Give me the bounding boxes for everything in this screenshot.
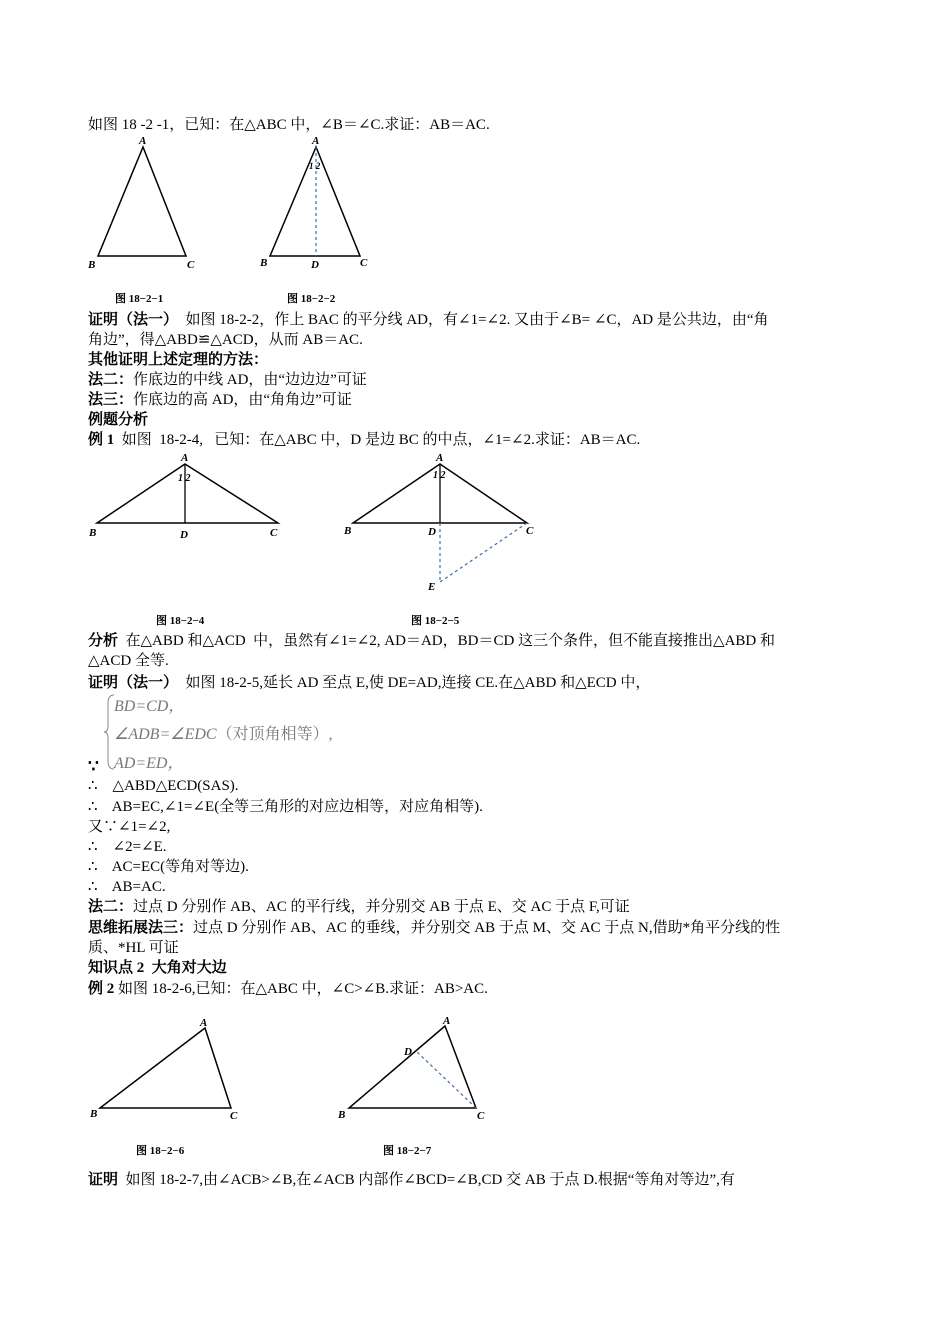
example2-label: 例 2 [88, 981, 115, 997]
label-b: B [338, 1109, 346, 1121]
figure-18-2-4 [88, 452, 303, 632]
extension-line2: 质、*HL 可证 [88, 940, 179, 956]
system-row-2 [114, 721, 333, 744]
caption-18-2-1: 图 18−2−1 [115, 293, 164, 305]
system-row-3: AD=ED， [114, 755, 184, 772]
label-c: C [270, 527, 278, 539]
proof1-label: 证明（法一） [88, 312, 179, 328]
label-d: D [428, 526, 436, 538]
label-b: B [90, 1108, 98, 1120]
system-row-1: BD=CD， [114, 698, 185, 715]
method3-line [88, 390, 878, 410]
triangle-abc [100, 1028, 231, 1108]
angle-1-2: 1 2 [309, 161, 321, 171]
proof3-text: 如图 18-2-7,由∠ACB>∠B,在∠ACB 内部作∠BCD=∠B,CD 交 AB 于点 D.根据“等角对等边”,有 [118, 1172, 735, 1188]
extension-text1: 过点 D 分别作 AB、AC 的垂线，并分别交 AB 于点 M、交 AC 于点 N,借助*角平分线的性 [193, 920, 781, 936]
analysis-line2: △ACD 全等. [88, 653, 169, 669]
proof3-label: 证明 [88, 1172, 119, 1188]
proof2-line [88, 673, 878, 693]
step-2: ∴ AB=EC,∠1=∠E(全等三角形的对应边相等，对应角相等). [88, 799, 483, 815]
triangle-abc [349, 1026, 476, 1108]
proof2-label: 证明（法一） [88, 675, 179, 691]
system-row-2-note: （对顶角相等）, [216, 726, 333, 743]
example1-text: 如图 18-2-4, 已知：在△ABC 中，D 是边 BC 的中点，∠1=∠2.求证：AB＝AC. [114, 432, 641, 448]
label-c: C [526, 525, 534, 537]
other-methods-title: 其他证明上述定理的方法： [88, 352, 269, 368]
method3-label: 法三： [88, 392, 134, 408]
label-b: B [89, 527, 97, 539]
label-a: A [200, 1017, 208, 1029]
analysis-line1 [88, 631, 878, 651]
extension-line1 [88, 918, 878, 938]
segment-cd [416, 1051, 476, 1108]
label-d: D [404, 1046, 412, 1058]
angle-1-2: 1 2 [433, 470, 446, 481]
caption-18-2-5: 图 18−2−5 [411, 615, 460, 627]
proof2-text: 如图 18-2-5,延长 AD 至点 E,使 DE=AD,连接 CE.在△ABD 和△ECD 中， [178, 675, 651, 691]
caption-18-2-7: 图 18−2−7 [383, 1145, 432, 1157]
label-e: E [428, 581, 436, 593]
triangle-abc [98, 147, 186, 256]
analysis-label: 分析 [88, 633, 119, 649]
figure-18-2-5 [340, 452, 560, 632]
proof1-line2: 角边”，得△ABD≌△ACD，从而 AB＝AC. [88, 332, 363, 348]
system-row-2-eq: ∠ADB=∠EDC [114, 726, 217, 743]
example2-text: 如图 18-2-6,已知：在△ABC 中，∠C>∠B.求证：AB>AC. [114, 981, 488, 997]
figure-18-2-1 [85, 134, 215, 309]
example1-label: 例 1 [88, 432, 115, 448]
method3-text: 作底边的高 AD，由“角角边”可证 [133, 392, 352, 408]
caption-18-2-6: 图 18−2−6 [136, 1145, 185, 1157]
label-c: C [187, 259, 195, 271]
analysis-text1: 在△ABD 和△ACD 中，虽然有∠1=∠2, AD＝AD，BD＝CD 这三个条件，但不能直接推出△ABD 和 [118, 633, 775, 649]
label-b: B [260, 257, 268, 269]
because-symbol: ∵ [88, 757, 99, 776]
label-a: A [443, 1015, 451, 1027]
method2b-label: 法二： [88, 899, 134, 915]
figure-18-2-6 [88, 1012, 258, 1162]
step-3: 又∵∠1=∠2, [88, 819, 171, 835]
segment-ce [440, 523, 527, 582]
label-d: D [311, 259, 319, 271]
example2-line [88, 979, 878, 999]
label-c: C [230, 1110, 238, 1122]
intro-text: 如图 18 -2 -1，已知：在△ABC 中，∠B＝∠C.求证：AB＝AC. [88, 117, 490, 133]
method2-text: 作底边的中线 AD，由“边边边”可证 [133, 372, 367, 388]
method2b-text: 过点 D 分别作 AB、AC 的平行线，并分别交 AB 于点 E、交 AC 于点 F,可证 [133, 899, 630, 915]
kp2-title: 知识点 2 大角对大边 [88, 960, 227, 976]
label-a: A [312, 135, 320, 147]
figure-18-2-7 [335, 1012, 505, 1162]
proof1-text1: 如图 18-2-2，作上 BAC 的平分线 AD，有∠1=∠2. 又由于∠B= ∠C，AD 是公共边，由“角 [178, 312, 769, 328]
label-b: B [88, 259, 96, 271]
label-a: A [139, 135, 147, 147]
angle-1-2: 1 2 [178, 473, 191, 484]
step-5: ∴ AC=EC(等角对等边). [88, 859, 249, 875]
label-c: C [360, 257, 368, 269]
step-6: ∴ AB=AC. [88, 879, 166, 895]
extension-label: 思维拓展法三： [88, 920, 194, 936]
example1-line [88, 430, 878, 450]
label-b: B [344, 525, 352, 537]
method2b-line [88, 897, 878, 917]
example-title: 例题分析 [88, 412, 149, 428]
method2-line [88, 370, 878, 390]
label-c: C [477, 1110, 485, 1122]
caption-18-2-4: 图 18−2−4 [156, 615, 205, 627]
step-1: ∴ △ABD△ECD(SAS). [88, 778, 239, 794]
proof3-line [88, 1170, 878, 1190]
label-a: A [436, 452, 444, 464]
method2-label: 法二： [88, 372, 134, 388]
caption-18-2-2: 图 18−2−2 [287, 293, 336, 305]
figure-18-2-2 [255, 134, 385, 309]
proof1-line1 [88, 310, 878, 330]
label-d: D [180, 529, 188, 541]
label-a: A [181, 452, 189, 464]
step-4: ∴ ∠2=∠E. [88, 839, 167, 855]
